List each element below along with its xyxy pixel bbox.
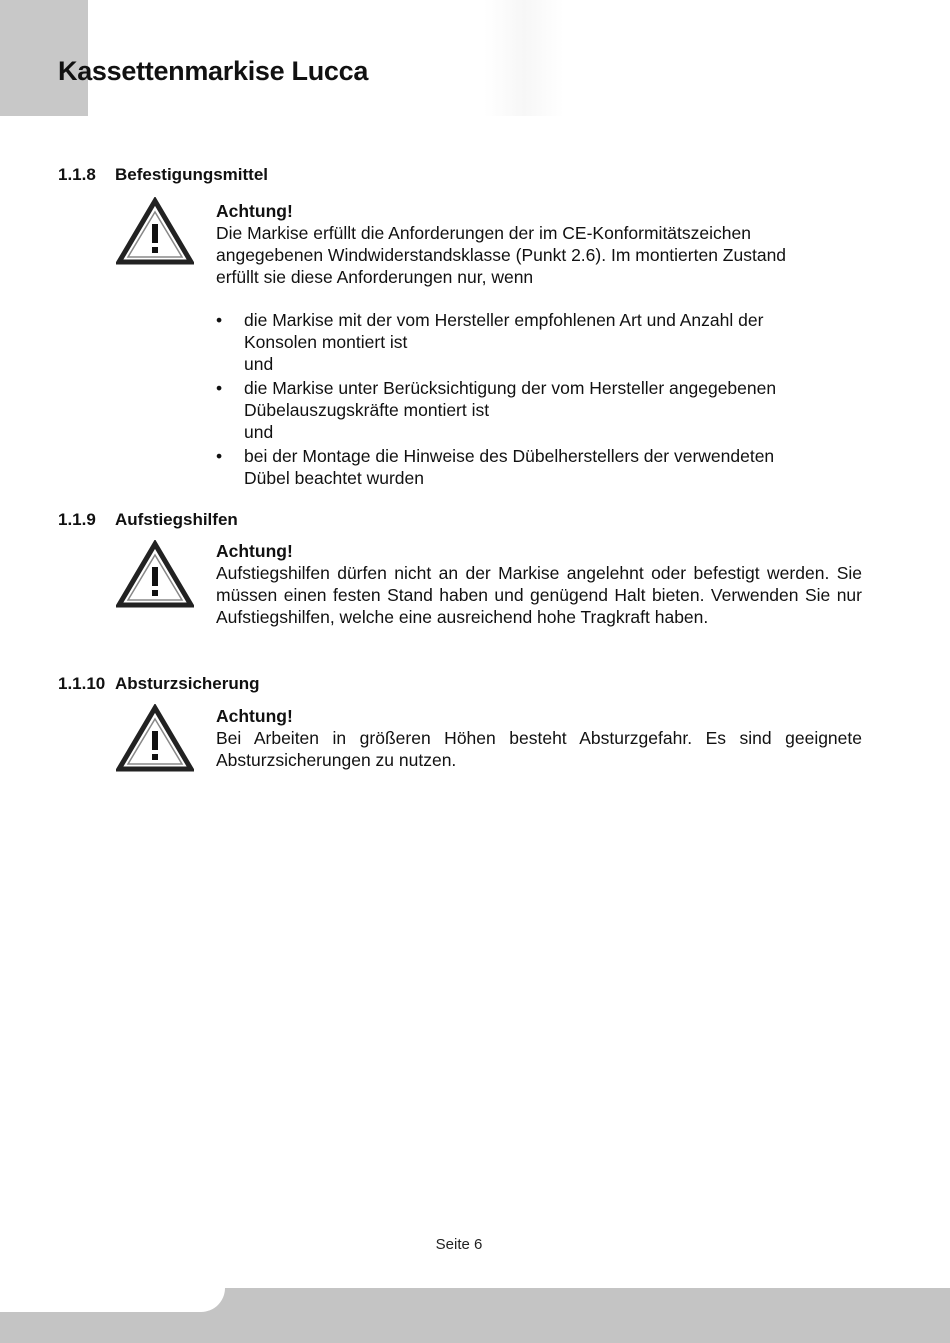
list-item (216, 377, 856, 443)
warning-title: Achtung! (216, 706, 293, 726)
warning-triangle-icon (116, 197, 194, 265)
list-item-text: die Markise mit der vom Hersteller empfohlenen Art und Anzahl der (244, 310, 764, 330)
list-item (216, 309, 856, 375)
bullet-icon: • (216, 310, 223, 330)
section-number: 1.1.8 (58, 165, 96, 184)
warning-triangle-icon (116, 704, 194, 772)
header-shading (484, 0, 564, 116)
list-conjunction: und (244, 354, 274, 374)
warning-title: Achtung! (216, 201, 293, 221)
section-title: Aufstiegshilfen (115, 510, 238, 529)
list-item-text: bei der Montage die Hinweise des Dübelherstellers der verwendeten (244, 446, 775, 466)
bullet-icon: • (216, 446, 223, 466)
footer-notch (0, 1288, 225, 1312)
page-number: Seite 6 (435, 1236, 483, 1253)
section-number: 1.1.9 (58, 510, 96, 529)
section-number: 1.1.10 (58, 674, 106, 693)
warning-block-absturzsicherung (216, 705, 862, 771)
list-item-text: Konsolen montiert ist (244, 332, 408, 352)
section-heading-aufstiegshilfen (58, 510, 238, 530)
warning-block-befestigungsmittel (216, 200, 862, 288)
section-heading-befestigungsmittel (58, 165, 268, 185)
list-item (216, 445, 856, 489)
section-heading-absturzsicherung (58, 674, 260, 694)
list-item-text: Dübel beachtet wurden (244, 468, 424, 488)
warning-line: erfüllt sie diese Anforderungen nur, wenn (216, 267, 534, 287)
document-title: Kassettenmarkise Lucca (58, 56, 369, 86)
warning-text: Aufstiegshilfen dürfen nicht an der Markise angelehnt oder befestigt werden. Sie müssen einen festen Stand haben und genügend Halt bieten. Verwenden Sie nur Aufstiegshilfen, welche eine ausreichend hohe Tragkraft haben. (216, 563, 862, 627)
warning-triangle-icon (116, 540, 194, 608)
section-title: Absturzsicherung (115, 674, 260, 693)
list-conjunction: und (244, 422, 274, 442)
bullet-icon: • (216, 378, 223, 398)
warning-text: Bei Arbeiten in größeren Höhen besteht Absturzgefahr. Es sind geeignete Absturzsicherungen zu nutzen. (216, 728, 862, 770)
requirements-list (216, 309, 856, 489)
warning-title: Achtung! (216, 541, 293, 561)
list-item-text: die Markise unter Berücksichtigung der vom Hersteller angegebenen (244, 378, 777, 398)
warning-block-aufstiegshilfen (216, 540, 862, 628)
warning-line: Die Markise erfüllt die Anforderungen der im CE-Konformitätszeichen (216, 223, 751, 243)
list-item-text: Dübelauszugskräfte montiert ist (244, 400, 490, 420)
section-title: Befestigungsmittel (115, 165, 269, 184)
warning-line: angegebenen Windwiderstandsklasse (Punkt 2.6). Im montierten Zustand (216, 245, 787, 265)
